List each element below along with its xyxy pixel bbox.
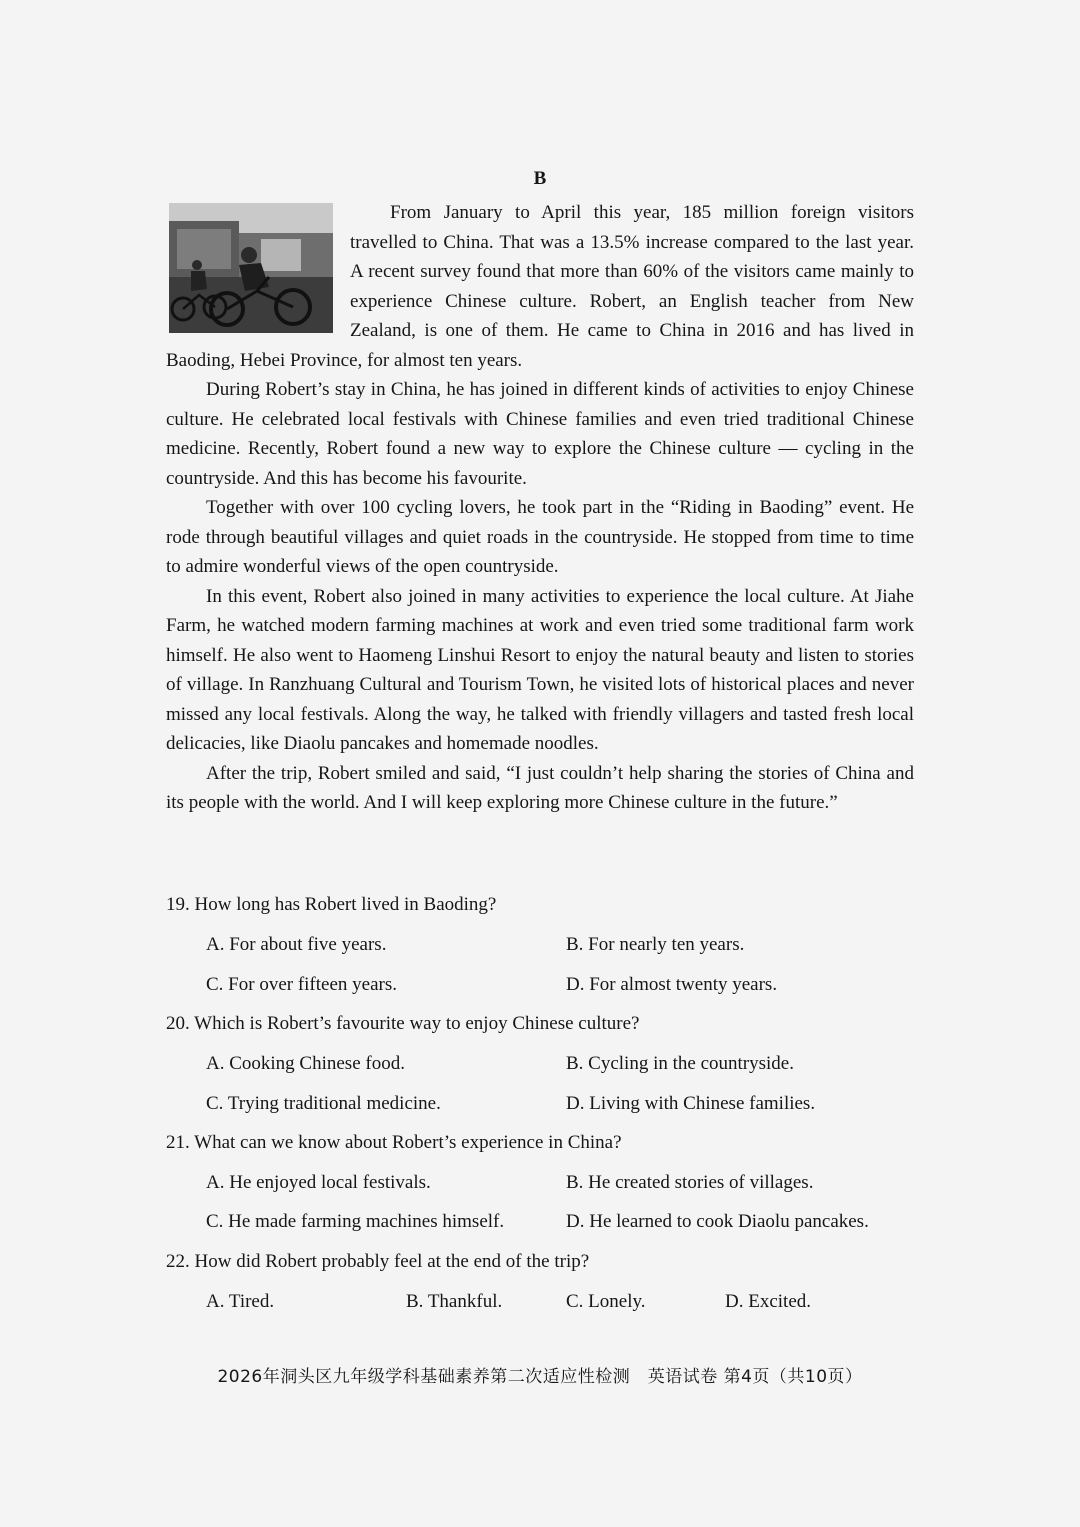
option-d: D. Excited. (725, 1291, 812, 1312)
option-b: B. Cycling in the countryside. (566, 1053, 794, 1074)
questions-section (166, 894, 926, 1330)
option-a: A. Tired. (206, 1291, 275, 1312)
option-c: C. For over fifteen years. (206, 974, 397, 995)
option-a: A. For about five years. (206, 934, 387, 955)
question-19 (166, 894, 926, 1013)
option-b: B. He created stories of villages. (566, 1172, 814, 1193)
question-stem: 20. Which is Robert’s favourite way to enjoy Chinese culture? (166, 1013, 640, 1034)
option-c: C. Trying traditional medicine. (206, 1093, 441, 1114)
reading-passage (166, 198, 914, 818)
paragraph-1: From January to April this year, 185 million foreign visitors travelled to China. That was a 13.5% increase compared to the last year. A recent survey found that more than 60% of the visitors came mainly to experience Chinese culture. Robert, an English teacher from New Zealand, is one of them. He came to China in 2016 and has lived in Baoding, Hebei Province, for almost ten years. (166, 202, 914, 371)
option-c: C. He made farming machines himself. (206, 1211, 505, 1232)
question-21 (166, 1132, 926, 1251)
page-footer: 2026年洞头区九年级学科基础素养第二次适应性检测 英语试卷 第4页（共10页） (217, 1367, 863, 1387)
option-d: D. Living with Chinese families. (566, 1093, 816, 1114)
option-b: B. For nearly ten years. (566, 934, 745, 955)
question-20 (166, 1013, 926, 1132)
option-c: C. Lonely. (566, 1291, 646, 1312)
option-a: A. He enjoyed local festivals. (206, 1172, 431, 1193)
paragraph-5: After the trip, Robert smiled and said, “I just couldn’t help sharing the stories of China and its people with the world. And I will keep exploring more Chinese culture in the future.” (166, 762, 914, 813)
question-stem: 21. What can we know about Robert’s experience in China? (166, 1132, 622, 1153)
question-stem: 22. How did Robert probably feel at the end of the trip? (166, 1251, 590, 1272)
option-b: B. Thankful. (406, 1291, 503, 1312)
paragraph-3: Together with over 100 cycling lovers, he took part in the “Riding in Baoding” event. He rode through beautiful villages and quiet roads in the countryside. He stopped from time to time to admire wonderful views of the open countryside. (166, 497, 914, 577)
option-a: A. Cooking Chinese food. (206, 1053, 405, 1074)
question-22 (166, 1251, 926, 1330)
paragraph-4: In this event, Robert also joined in many activities to experience the local culture. At Jiahe Farm, he watched modern farming machines at work and even tried some traditional farm work himself. He also went to Haomeng Linshui Resort to enjoy the natural beauty and listen to stories of village. In Ranzhuang Cultural and Tourism Town, he visited lots of historical places and never missed any local festivals. Along the way, he talked with friendly villagers and tasted fresh local delicacies, like Diaolu pancakes and homemade noodles. (166, 585, 914, 754)
paragraph-2: During Robert’s stay in China, he has joined in different kinds of activities to enjoy Chinese culture. He celebrated local festivals with Chinese families and even tried traditional Chinese medicine. Recently, Robert found a new way to explore the Chinese culture — cycling in the countryside. And this has become his favourite. (166, 379, 914, 489)
option-d: D. He learned to cook Diaolu pancakes. (566, 1211, 869, 1232)
section-label: B (533, 168, 547, 189)
option-d: D. For almost twenty years. (566, 974, 778, 995)
question-stem: 19. How long has Robert lived in Baoding? (166, 894, 497, 915)
